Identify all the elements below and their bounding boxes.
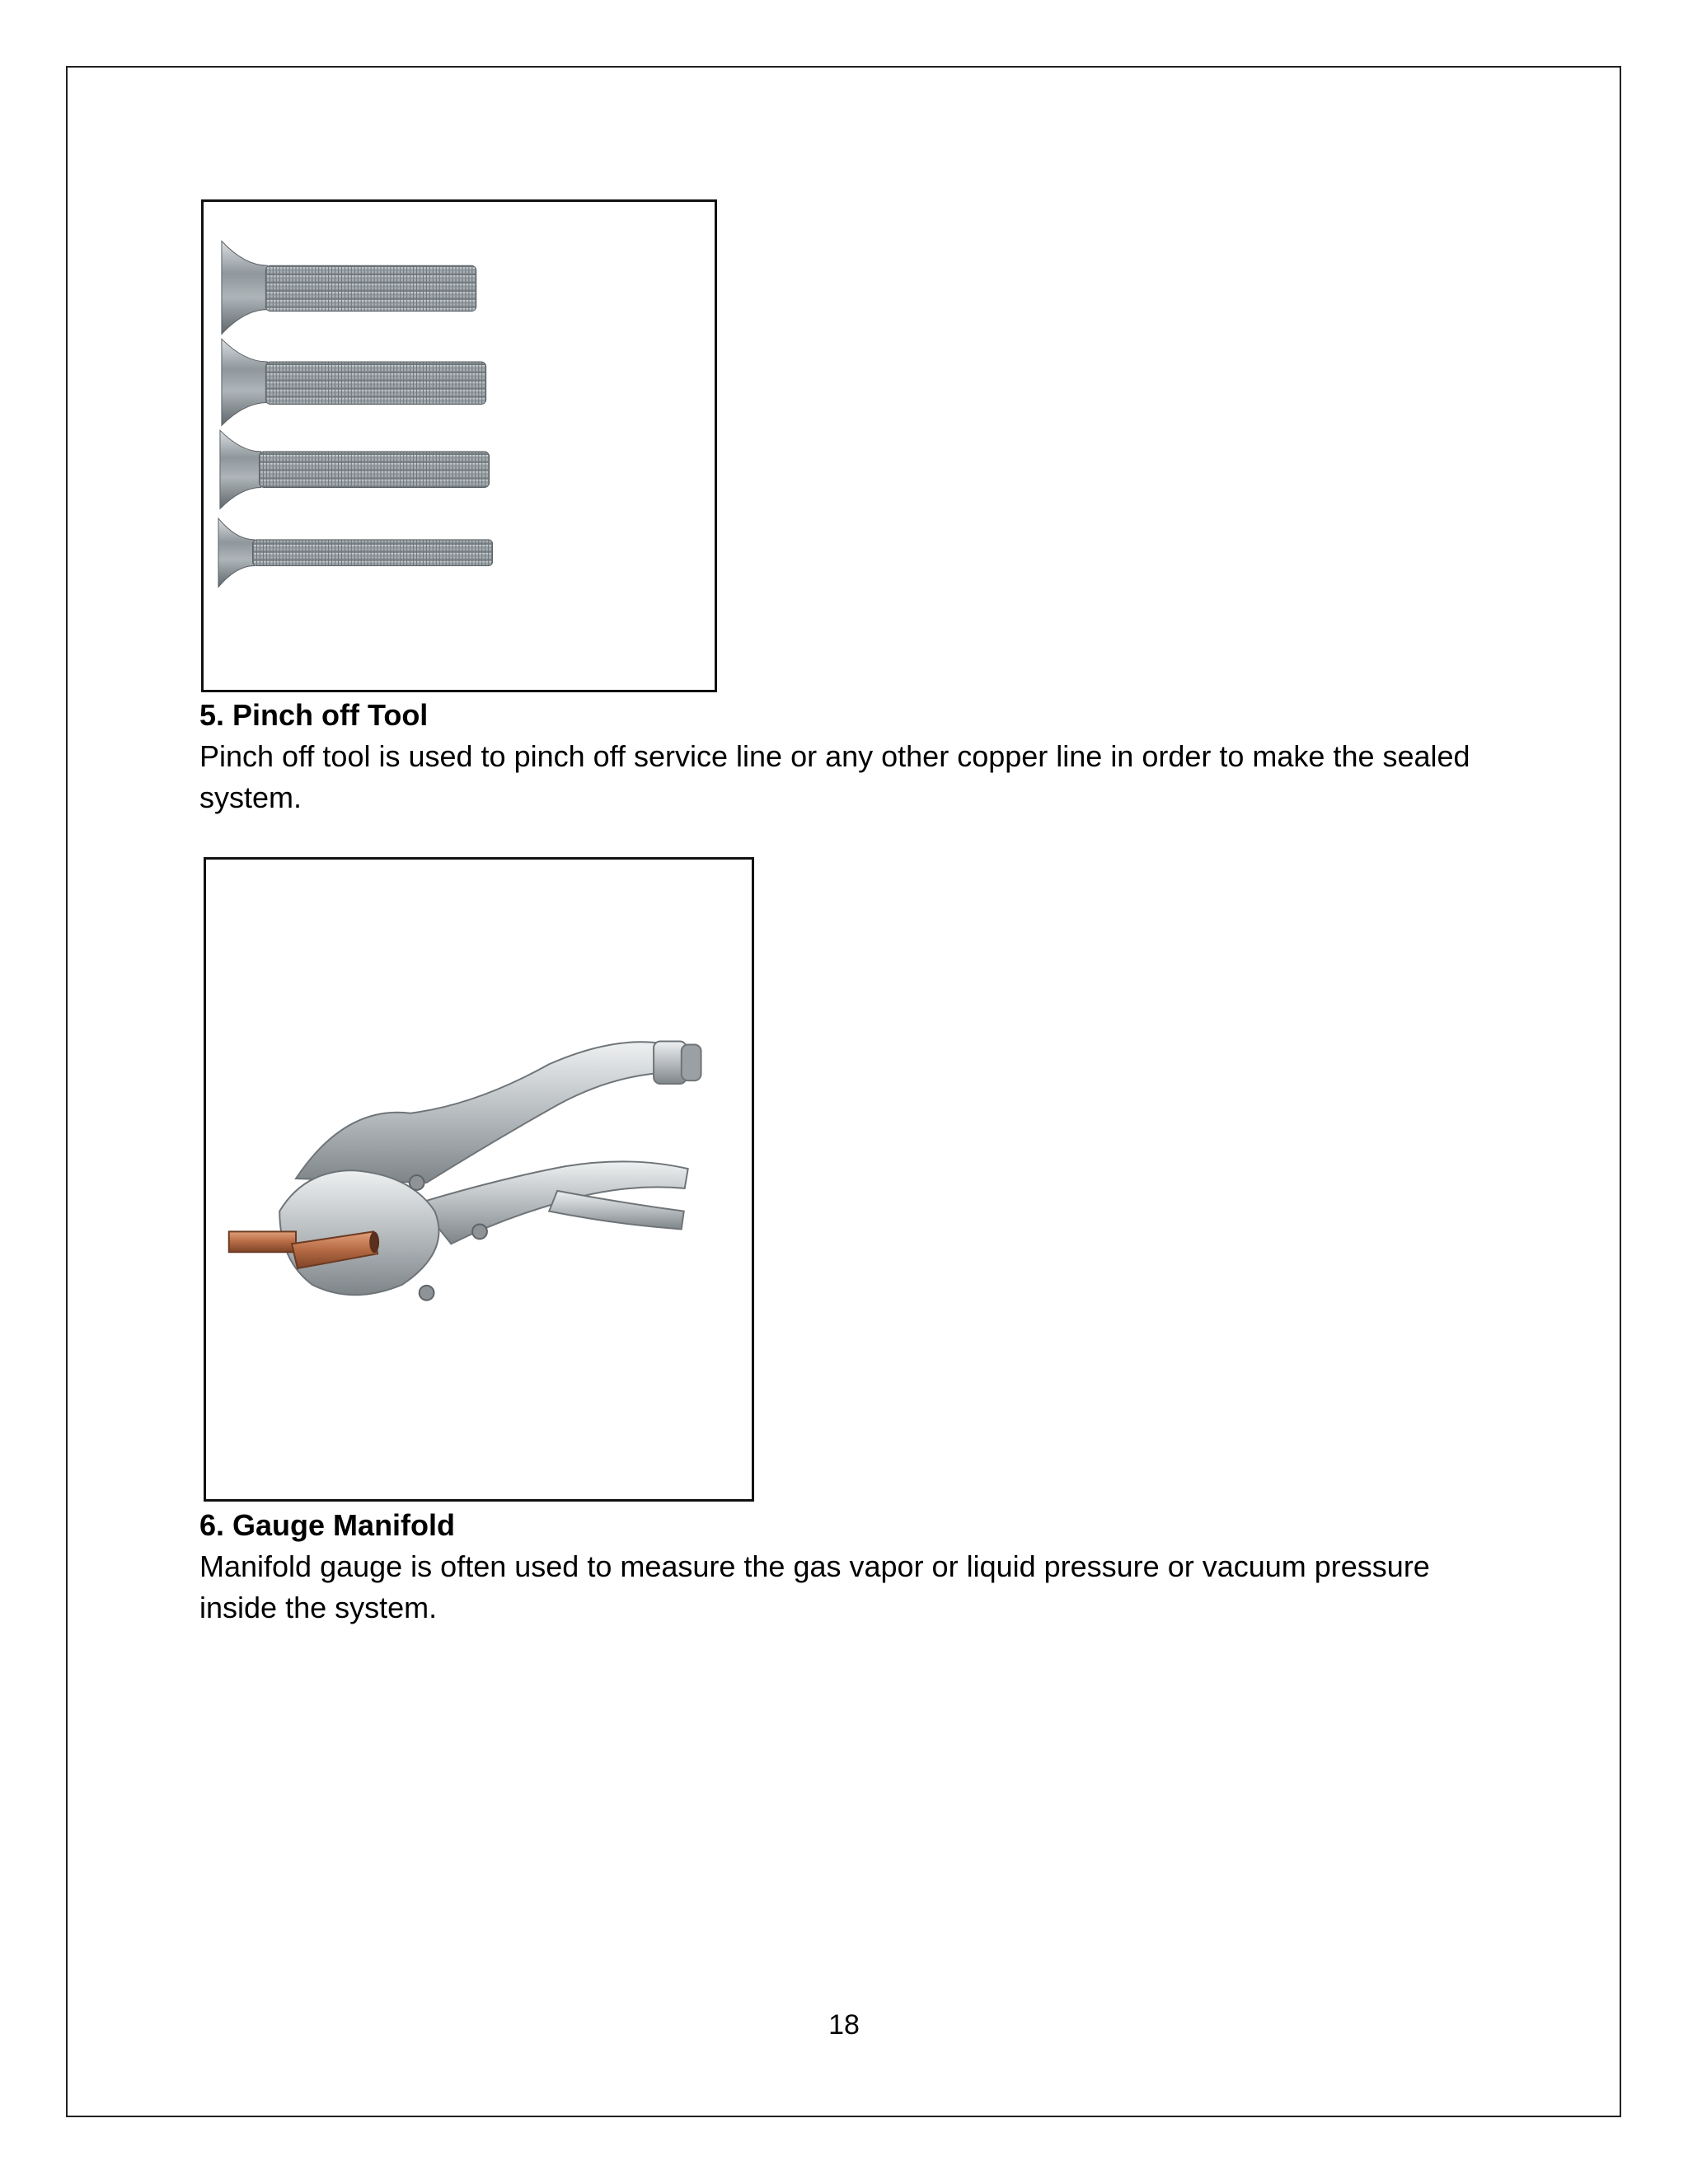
spring-2 [222,339,486,425]
section-heading: 5. Pinch off Tool [199,698,429,732]
page-number: 18 [828,2009,860,2041]
spring-1 [222,241,476,335]
section-body: Pinch off tool is used to pinch off service line or any other copper line in order to make the sealed system. [199,739,1470,814]
section-body: Manifold gauge is often used to measure the gas vapor or liquid pressure or vacuum pressure inside the system. [199,1549,1430,1624]
tube-bending-springs-image [201,199,717,692]
spring-4 [218,518,493,587]
pinch-off-tool-image [204,857,754,1502]
section-pinch-off-tool [199,695,1485,818]
section-gauge-manifold [199,1505,1485,1629]
spring-3 [220,430,490,509]
section-heading: 6. Gauge Manifold [199,1508,456,1542]
